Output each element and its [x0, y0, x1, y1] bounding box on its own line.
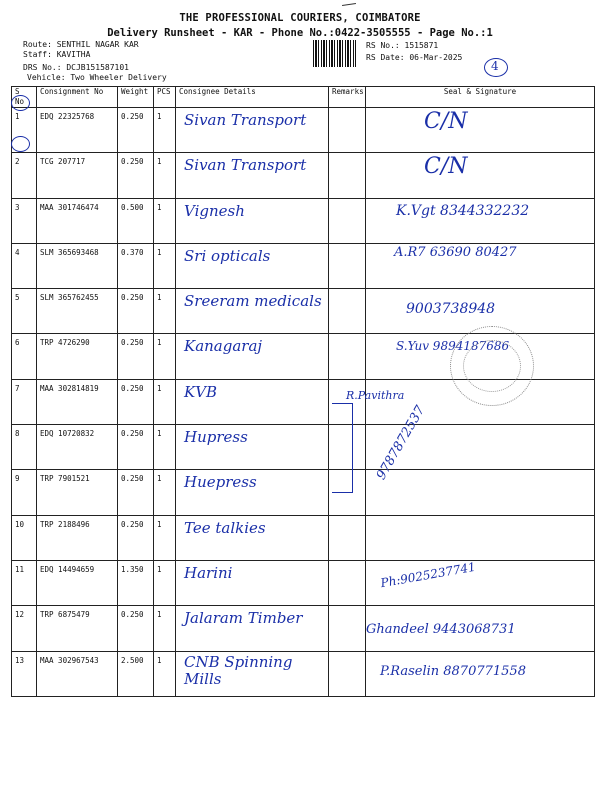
row-sno: 6: [12, 334, 37, 379]
row-consignee-handwritten: Sivan Transport: [184, 156, 307, 175]
row-pcs: 1: [154, 289, 176, 334]
row-sno: 1: [12, 108, 37, 153]
row-consignee-handwritten: Sivan Transport: [184, 111, 307, 129]
table-row: [12, 651, 595, 696]
row-consignment-no: EDQ 10720832: [37, 425, 118, 470]
row-consignee-handwritten: KVB: [184, 382, 218, 401]
row-consignee-handwritten: Sreeram medicals: [184, 292, 322, 311]
row-pcs: 1: [154, 606, 176, 651]
row-signature-cell: [366, 606, 595, 651]
seal-stamp-inner: [463, 340, 521, 392]
row-consignment-no: SLM 365693468: [37, 243, 118, 288]
table-row: [12, 289, 595, 334]
row-consignee-cell: [176, 606, 329, 651]
table-row: [12, 515, 595, 560]
row-consignee-handwritten: Tee talkies: [184, 518, 266, 537]
rs-date: RS Date: 06-Mar-2025: [366, 53, 463, 62]
row-weight: 0.250: [118, 289, 154, 334]
row-signature-cell: [366, 560, 595, 605]
row-consignment-no: TRP 4726290: [37, 334, 118, 379]
row-signature-handwritten: S.Yuv 9894187686: [396, 339, 510, 354]
row-consignment-no: TRP 2188496: [37, 515, 118, 560]
row-consignee-handwritten: Sri opticals: [184, 246, 271, 265]
row-remarks: [329, 243, 366, 288]
row-weight: 0.250: [118, 153, 154, 198]
row-sno: 10: [12, 515, 37, 560]
row-signature-handwritten: C/N: [424, 154, 468, 180]
row-remarks: [329, 606, 366, 651]
col-pcs: PCS: [154, 87, 176, 108]
col-consignee: Consignee Details: [176, 87, 329, 108]
row-consignee-handwritten: Hupress: [184, 428, 248, 447]
row-weight: 0.250: [118, 334, 154, 379]
row-pcs: 1: [154, 651, 176, 696]
row-consignment-no: MAA 302814819: [37, 379, 118, 424]
row-consignment-no: SLM 365762455: [37, 289, 118, 334]
row-sno: 11: [12, 560, 37, 605]
row-signature-handwritten: 9787872537: [373, 403, 429, 483]
table-row: [12, 108, 595, 153]
row-signature-cell: [366, 515, 595, 560]
row-1-circle: [11, 95, 30, 111]
row-weight: 0.250: [118, 425, 154, 470]
row-pcs: 1: [154, 560, 176, 605]
row-pcs: 1: [154, 108, 176, 153]
row-sno: 5: [12, 289, 37, 334]
group-bracket: [332, 403, 353, 493]
row-consignment-no: TRP 6875479: [37, 606, 118, 651]
row-consignment-no: TCG 207717: [37, 153, 118, 198]
table-row: [12, 560, 595, 605]
row-sno: 7: [12, 379, 37, 424]
drs-number: DRS No.: DCJB151587101: [23, 63, 129, 72]
page-mark-circle: [484, 58, 508, 77]
staff-label: Staff: KAVITHA: [23, 50, 91, 59]
row-remarks: [329, 108, 366, 153]
vehicle-label: Vehicle: Two Wheeler Delivery: [27, 73, 167, 82]
table-row: [12, 198, 595, 243]
row-remarks: [329, 334, 366, 379]
row-sno: 2: [12, 153, 37, 198]
row-consignment-no: TRP 7901521: [37, 470, 118, 515]
row-remarks: [329, 560, 366, 605]
row-sno: 3: [12, 198, 37, 243]
row-sno: 9: [12, 470, 37, 515]
row-signature-handwritten: P.Raselin 8870771558: [380, 663, 526, 679]
row-signature-cell: [366, 153, 595, 198]
row-signature-handwritten: 9003738948: [406, 301, 496, 318]
col-sno: S No: [12, 87, 37, 108]
row-consignment-no: MAA 302967543: [37, 651, 118, 696]
row-pcs: 1: [154, 425, 176, 470]
col-consignment: Consignment No: [37, 87, 118, 108]
row-weight: 0.250: [118, 606, 154, 651]
row-consignee-handwritten: CNB Spinning Mills: [184, 652, 293, 688]
row-signature-cell: [366, 108, 595, 153]
row-consignee-cell: [176, 289, 329, 334]
page-mark: 4: [491, 59, 499, 73]
row-sno: 12: [12, 606, 37, 651]
row-consignee-handwritten: Kanagaraj: [184, 337, 263, 356]
row-sno: 4: [12, 243, 37, 288]
row-pcs: 1: [154, 515, 176, 560]
row-signature-cell: [366, 198, 595, 243]
row-signature-handwritten: Ghandeel 9443068731: [366, 622, 516, 638]
row-consignment-no: EDQ 22325768: [37, 108, 118, 153]
row-2-circle: [11, 136, 30, 152]
row-consignee-handwritten: Harini: [184, 563, 233, 582]
row-signature-handwritten: C/N: [424, 109, 468, 134]
row-signature-handwritten: R.Pavithra: [346, 388, 405, 402]
row-consignee-cell: [176, 651, 329, 696]
row-weight: 1.350: [118, 560, 154, 605]
row-signature-handwritten: K.Vgt 8344332232: [396, 202, 530, 219]
company-title: THE PROFESSIONAL COURIERS, COIMBATORE: [179, 12, 421, 24]
row-pcs: 1: [154, 153, 176, 198]
row-weight: 0.250: [118, 470, 154, 515]
row-pcs: 1: [154, 198, 176, 243]
table-row: [12, 470, 595, 515]
row-consignee-cell: [176, 198, 329, 243]
row-weight: 0.370: [118, 243, 154, 288]
row-sno: 13: [12, 651, 37, 696]
row-remarks: [329, 515, 366, 560]
row-consignment-no: EDQ 14494659: [37, 560, 118, 605]
table-row: [12, 243, 595, 288]
row-weight: 2.500: [118, 651, 154, 696]
row-remarks: [329, 289, 366, 334]
col-weight: Weight: [118, 87, 154, 108]
row-sno: 8: [12, 425, 37, 470]
row-signature-handwritten: Ph:9025237741: [379, 559, 477, 591]
row-weight: 0.250: [118, 515, 154, 560]
row-pcs: 1: [154, 243, 176, 288]
row-consignee-handwritten: Vignesh: [184, 201, 245, 220]
row-consignee-handwritten: Huepress: [184, 473, 257, 492]
row-consignment-no: MAA 301746474: [37, 198, 118, 243]
row-pcs: 1: [154, 379, 176, 424]
row-consignee-cell: [176, 379, 329, 424]
row-remarks: [329, 651, 366, 696]
barcode: [313, 40, 356, 67]
row-consignee-cell: [176, 243, 329, 288]
row-remarks: [329, 198, 366, 243]
row-weight: 0.250: [118, 379, 154, 424]
table-row: [12, 606, 595, 651]
row-weight: 0.250: [118, 108, 154, 153]
row-consignee-cell: [176, 334, 329, 379]
pen-mark: [342, 3, 356, 6]
row-consignee-cell: [176, 425, 329, 470]
row-signature-cell: [366, 651, 595, 696]
row-signature-cell: [366, 403, 595, 515]
row-pcs: 1: [154, 470, 176, 515]
runsheet-subtitle: Delivery Runsheet - KAR - Phone No.:0422-3505555 - Page No.:1: [107, 27, 493, 39]
row-signature-handwritten: A.R7 63690 80427: [394, 244, 517, 260]
row-consignee-cell: [176, 560, 329, 605]
row-remarks: [329, 153, 366, 198]
table-row: [12, 153, 595, 198]
rs-number: RS No.: 1515871: [366, 41, 439, 50]
table-header-row: [12, 87, 595, 108]
row-pcs: 1: [154, 334, 176, 379]
row-consignee-cell: [176, 108, 329, 153]
col-remarks: Remarks: [329, 87, 366, 108]
row-consignee-cell: [176, 515, 329, 560]
row-signature-cell: [366, 243, 595, 288]
row-weight: 0.500: [118, 198, 154, 243]
row-consignee-cell: [176, 153, 329, 198]
row-consignee-cell: [176, 470, 329, 515]
route-label: Route: SENTHIL NAGAR KAR: [23, 40, 139, 49]
row-consignee-handwritten: Jalaram Timber: [184, 609, 303, 628]
table-row: [12, 425, 595, 470]
col-signature: Seal & Signature: [366, 87, 595, 108]
